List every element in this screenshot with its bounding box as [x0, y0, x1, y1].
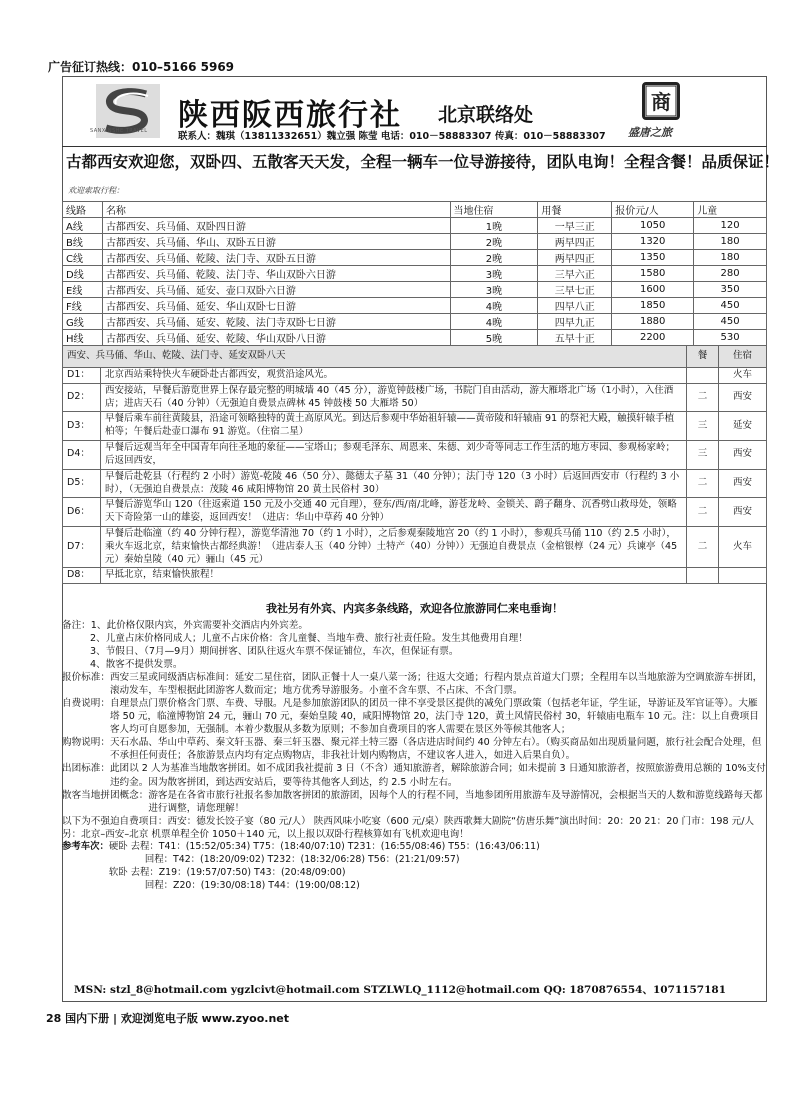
- route-line: G线: [63, 314, 103, 330]
- svg-text:商: 商: [651, 90, 671, 114]
- itinerary-day-row: [63, 383, 767, 412]
- day-meal: 二: [687, 526, 719, 567]
- route-row: [63, 218, 767, 234]
- itinerary-day-row: [63, 441, 767, 470]
- route-row: [63, 298, 767, 314]
- agency-name: 陕西阪西旅行社: [178, 98, 402, 133]
- office-name: 北京联络处: [438, 104, 534, 126]
- remarks-label: 备注：: [62, 619, 91, 631]
- route-meals: 两早四正: [538, 250, 612, 266]
- route-meals: 四早八正: [538, 298, 612, 314]
- route-stay: 2晚: [450, 250, 538, 266]
- itinerary-day-row: [63, 498, 767, 527]
- route-name: 古都西安、兵马俑、双卧四日游: [102, 218, 450, 234]
- route-child: 180: [694, 250, 767, 266]
- route-price: 1880: [612, 314, 694, 330]
- scatter-label: 散客当地拼团概念：: [62, 789, 149, 801]
- route-row: [63, 314, 767, 330]
- route-meals: 三早六正: [538, 266, 612, 282]
- day-stay: 西安: [719, 469, 767, 498]
- route-price: 1320: [612, 234, 694, 250]
- day-meal: 二: [687, 469, 719, 498]
- departure-block: [62, 762, 767, 788]
- train-line: 回程：T42：(18:20/09:02) T232：(18:32/06:28) T56：(21:21/09:57): [144, 853, 460, 865]
- route-row: [63, 250, 767, 266]
- itinerary-header-row: [63, 346, 767, 368]
- day-meal: [687, 568, 719, 584]
- day-meal: 三: [687, 412, 719, 441]
- price-standard-label: 报价标准：: [62, 672, 110, 684]
- header-child: 儿童: [694, 202, 767, 218]
- day-text: 早餐后乘车前往黄陵县，沿途可领略独特的黄土高原风光。到达后参观中华始祖轩辕——黄帝陵和轩辕庙 91 的祭祀大殿，触摸轩辕手植柏等；午餐后赴壶口瀑布 91 游览。（住宿二星）: [101, 412, 687, 441]
- itinerary-day-row: [63, 526, 767, 567]
- route-price: 1350: [612, 250, 694, 266]
- route-meals: 三早七正: [538, 282, 612, 298]
- route-price: 1850: [612, 298, 694, 314]
- route-row: [63, 234, 767, 250]
- itinerary-title: 西安、兵马俑、华山、乾陵、法门寺、延安双卧八天: [63, 346, 687, 368]
- route-row: [63, 330, 767, 346]
- remark-item: 4、散客不提供发票。: [90, 659, 183, 671]
- route-stay: 3晚: [450, 266, 538, 282]
- header-line: 线路: [63, 202, 103, 218]
- route-stay: 3晚: [450, 282, 538, 298]
- day-stay: 西安: [719, 441, 767, 470]
- train-line: 硬卧 去程：T41：(15:52/05:34) T75：(18:40/07:10) T231：(16:55/08:46) T55：(16:43/06:11): [108, 840, 540, 852]
- remark-item: 3、节假日、（7月—9月）期间拼客、团队往返火车票不保证铺位，车次，但保证有票。: [90, 646, 459, 658]
- day-stay: [719, 568, 767, 584]
- scatter-block: [62, 789, 767, 815]
- header-meals: 用餐: [538, 202, 612, 218]
- day-text: 西安接站，早餐后游览世界上保存最完整的明城墙 40（45 分），游览钟鼓楼广场，书院门自由活动，游大雁塔北广场（1小时），入住酒店；进店天石（40 分钟）（无强迫自费景点碑林 45 钟鼓楼 50 大雁塔 50）: [101, 383, 687, 412]
- day-text: 早餐后远观当年全中国青年向往圣地的象征——宝塔山；参观毛泽东、周恩来、朱德、刘少奇等同志工作生活的地方枣园、参观杨家岭；后返回西安，: [101, 441, 687, 470]
- route-line: E线: [63, 282, 103, 298]
- route-child: 280: [694, 266, 767, 282]
- route-stay: 2晚: [450, 234, 538, 250]
- day-text: 北京西站乘特快火车硬卧赴古都西安，观赏沿途风光。: [101, 368, 687, 384]
- notes-section: [62, 602, 767, 893]
- price-standard-text: 西安三星或同级酒店标准间：延安二星住宿，团队正餐十人一桌八菜一汤；往返大交通；行程内景点首道大门票；全程用车以当地旅游为空调旅游车拼团，滚动发车，车型根据此团游客人数而定；地方优秀导游服务。小童不含车票、不占床、不含门票。: [109, 672, 763, 697]
- header-name: 名称: [102, 202, 450, 218]
- nonforced-block: [62, 815, 767, 828]
- day-meal: 三: [687, 441, 719, 470]
- route-stay: 4晚: [450, 314, 538, 330]
- day-label: D1：: [63, 368, 101, 384]
- scatter-text: 游客是在各省市旅行社报名参加散客拼团的旅游团，因每个人的行程不同，当地参团所用旅游车及导游情况，会根据当天的人数和游览线路每天都进行调整，请您理解！: [148, 789, 763, 814]
- route-meals: 五早十正: [538, 330, 612, 346]
- route-child: 450: [694, 298, 767, 314]
- shopping-block: [62, 736, 767, 762]
- day-text: 早餐后赴乾县（行程约 2 小时）游览-乾陵 46（50 分）、懿德太子墓 31（40 分钟）；法门寺 120（3 小时）后返回西安市（行程约 3 小时），（无强迫自费景点：茂陵 46 咸阳博物馆 20 黄土民俗村 30）: [101, 469, 687, 498]
- welcome-note: 欢迎索取行程：: [68, 186, 124, 195]
- self-pay-block: [62, 697, 767, 736]
- day-label: D6：: [63, 498, 101, 527]
- contact-info: 联系人：魏琪（13811332651）魏立强 陈莹 电话：010－58883307 传真：010－58883307: [178, 131, 606, 142]
- routes-table: [62, 201, 767, 346]
- route-child: 350: [694, 282, 767, 298]
- day-label: D3：: [63, 412, 101, 441]
- day-stay: 西安: [719, 383, 767, 412]
- page-footer: 28 国内下册 | 欢迎浏览电子版 www.zyoo.net: [46, 1012, 290, 1025]
- day-stay: 火车: [719, 526, 767, 567]
- self-pay-text: 自理景点门票价格含门票、车费、导服。凡是参加旅游团队的团员一律不享受景区提供的减免门票政策（包括老年证，学生证，导游证及军官证等）。大雁塔 50 元，临潼博物馆 24 元，骊山 70 元，秦始皇陵 40，咸阳博物馆 20，法门寺 120，黄土风情民俗村 30，轩辕庙电瓶车 10 元。注：以上自费项目客人均可自愿参加，无强制。本着少数服从多数为原则；不参加自费项目的客人需要在景区外等候其他客人；: [109, 698, 759, 736]
- day-stay: 西安: [719, 498, 767, 527]
- route-line: A线: [63, 218, 103, 234]
- notes-intro: 我社另有外宾、内宾多条线路，欢迎各位旅游同仁来电垂询！: [266, 602, 563, 615]
- route-child: 180: [694, 234, 767, 250]
- remark-item: 2、儿童占床价格同成人；儿童不占床价格：含儿童餐、当地车费、旅行社责任险。发生其他费用自理！: [90, 633, 528, 644]
- route-line: H线: [63, 330, 103, 346]
- day-stay: 火车: [719, 368, 767, 384]
- nonforced-text: 西安：德发长饺子宴（80 元/人） 陕西风味小吃宴（600 元/桌）陕西歌舞大剧院“仿唐乐舞”演出时间：20：20 21：20 门市：198 元/人: [167, 815, 755, 827]
- route-price: 1600: [612, 282, 694, 298]
- itinerary-table: [62, 345, 767, 584]
- route-child: 450: [694, 314, 767, 330]
- route-child: 120: [694, 218, 767, 234]
- stay-header: 住宿: [719, 346, 767, 368]
- shopping-label: 购物说明：: [62, 737, 110, 749]
- route-price: 1050: [612, 218, 694, 234]
- contact-emails: MSN: stzl_8@hotmail.com ygzlcivt@hotmail.com STZLWLQ_1112@hotmail.com QQ: 1870876554、1071157181: [74, 984, 727, 996]
- remark-item: 1、此价格仅限内宾，外宾需要补交酒店内外宾差。: [90, 619, 308, 631]
- route-name: 古都西安、兵马俑、延安、华山双卧七日游: [102, 298, 450, 314]
- seal-icon: [642, 82, 680, 120]
- trains-block: [62, 841, 767, 893]
- day-meal: [687, 368, 719, 384]
- routes-header-row: [63, 202, 767, 218]
- itinerary-day-row: [63, 568, 767, 584]
- route-name: 古都西安、兵马俑、延安、乾陵、法门寺双卧七日游: [102, 314, 450, 330]
- slogan-small: 盛唐之旅: [628, 126, 672, 139]
- remarks-block: [62, 619, 767, 632]
- route-name: 古都西安、兵马俑、乾陵、法门寺、华山双卧六日游: [102, 266, 450, 282]
- route-name: 古都西安、兵马俑、华山、双卧五日游: [102, 234, 450, 250]
- train-line: 回程：Z20：(19:30/08:18) T44：(19:00/08:12): [144, 879, 360, 891]
- route-meals: 一早三正: [538, 218, 612, 234]
- day-meal: 二: [687, 498, 719, 527]
- day-meal: 二: [687, 383, 719, 412]
- route-meals: 两早四正: [538, 234, 612, 250]
- trains-label: 参考车次：: [62, 840, 109, 852]
- meal-header: 餐: [687, 346, 719, 368]
- route-line: F线: [63, 298, 103, 314]
- route-stay: 5晚: [450, 330, 538, 346]
- route-child: 530: [694, 330, 767, 346]
- day-text: 早餐后游览华山 120（往返索道 150 元及小交通 40 元自理），登东/西/南/北峰，游苍龙岭、金锁关、鹞子翻身、沉香劈山救母处，领略天下奇险第一山的雄姿，返回西安！（进店：华山中草药 40 分钟）: [101, 498, 687, 527]
- agency-header: [62, 76, 767, 146]
- route-line: B线: [63, 234, 103, 250]
- route-stay: 1晚: [450, 218, 538, 234]
- route-line: D线: [63, 266, 103, 282]
- day-label: D5：: [63, 469, 101, 498]
- shopping-text: 天石水晶、华山中草药、秦文轩玉器、秦三轩玉器、聚元祥土特三器（各店进店时间约 40 分钟左右）。（购买商品如出现质量问题，旅行社会配合处理，但不承担任何责任；各旅游景点内均有定点购物店，非我社计划内购物店，不建议客人进入，如进入后果自负）。: [109, 737, 762, 762]
- itinerary-day-row: [63, 368, 767, 384]
- route-name: 古都西安、兵马俑、延安、乾陵、华山双卧八日游: [102, 330, 450, 346]
- day-label: D2：: [63, 383, 101, 412]
- route-row: [63, 266, 767, 282]
- route-stay: 4晚: [450, 298, 538, 314]
- route-price: 2200: [612, 330, 694, 346]
- day-label: D4：: [63, 441, 101, 470]
- route-row: [63, 282, 767, 298]
- route-name: 古都西安、兵马俑、乾陵、法门寺、双卧五日游: [102, 250, 450, 266]
- route-meals: 四早九正: [538, 314, 612, 330]
- itinerary-day-row: [63, 412, 767, 441]
- route-price: 1580: [612, 266, 694, 282]
- day-label: D8：: [63, 568, 101, 584]
- price-standard-block: [62, 671, 767, 697]
- ad-hotline: 广告征订热线：010–5166 5969: [48, 60, 235, 74]
- header-divider: [62, 146, 767, 147]
- extra-note: 另：北京–西安–北京 机票单程全价 1050＋140 元，以上报以双卧行程核算如有飞机欢迎电询！: [62, 828, 469, 840]
- departure-label: 出团标准：: [62, 763, 110, 775]
- day-text: 早餐后赴临潼（约 40 分钟行程），游览华清池 70（约 1 小时），之后参观秦陵地宫 20（约 1 小时），参观兵马俑 110（约 2.5 小时），乘火车返北京，结束愉快古都经典游！（进店泰人玉（40 分钟）土特产（40）分钟））无强迫自费景点（金棺银椁（24 元）兵谏亭（45 元）秦始皇陵（40 元）骊山（45 元）: [101, 526, 687, 567]
- logo-english-text: SANXINSHE TRAVEL: [90, 128, 148, 134]
- day-stay: 延安: [719, 412, 767, 441]
- header-price: 报价元/人: [612, 202, 694, 218]
- nonforced-label: 以下为不强迫自费项目：: [62, 815, 168, 827]
- route-line: C线: [63, 250, 103, 266]
- departure-text: 此团以 2 人为基准当地散客拼团。如不成团我社提前 3 日（不含）通知旅游者，解除旅游合同；如未提前 3 日通知旅游者，按照旅游费用总额的 10%支付违约金。因为散客拼团，到达西安站后，要等待其他客人到达，约 2.5 小时左右。: [109, 763, 766, 788]
- main-banner: 古都西安欢迎您，双卧四、五散客天天发，全程一辆车一位导游接待，团队电询！全程含餐！品质保证！: [66, 152, 780, 171]
- train-line: 软卧 去程：Z19：(19:57/07:50) T43：(20:48/09:00): [108, 866, 346, 878]
- self-pay-label: 自费说明：: [62, 698, 110, 710]
- header-stay: 当地住宿: [450, 202, 538, 218]
- itinerary-day-row: [63, 469, 767, 498]
- day-text: 早抵北京，结束愉快旅程！: [101, 568, 687, 584]
- day-label: D7：: [63, 526, 101, 567]
- route-name: 古都西安、兵马俑、延安、壶口双卧六日游: [102, 282, 450, 298]
